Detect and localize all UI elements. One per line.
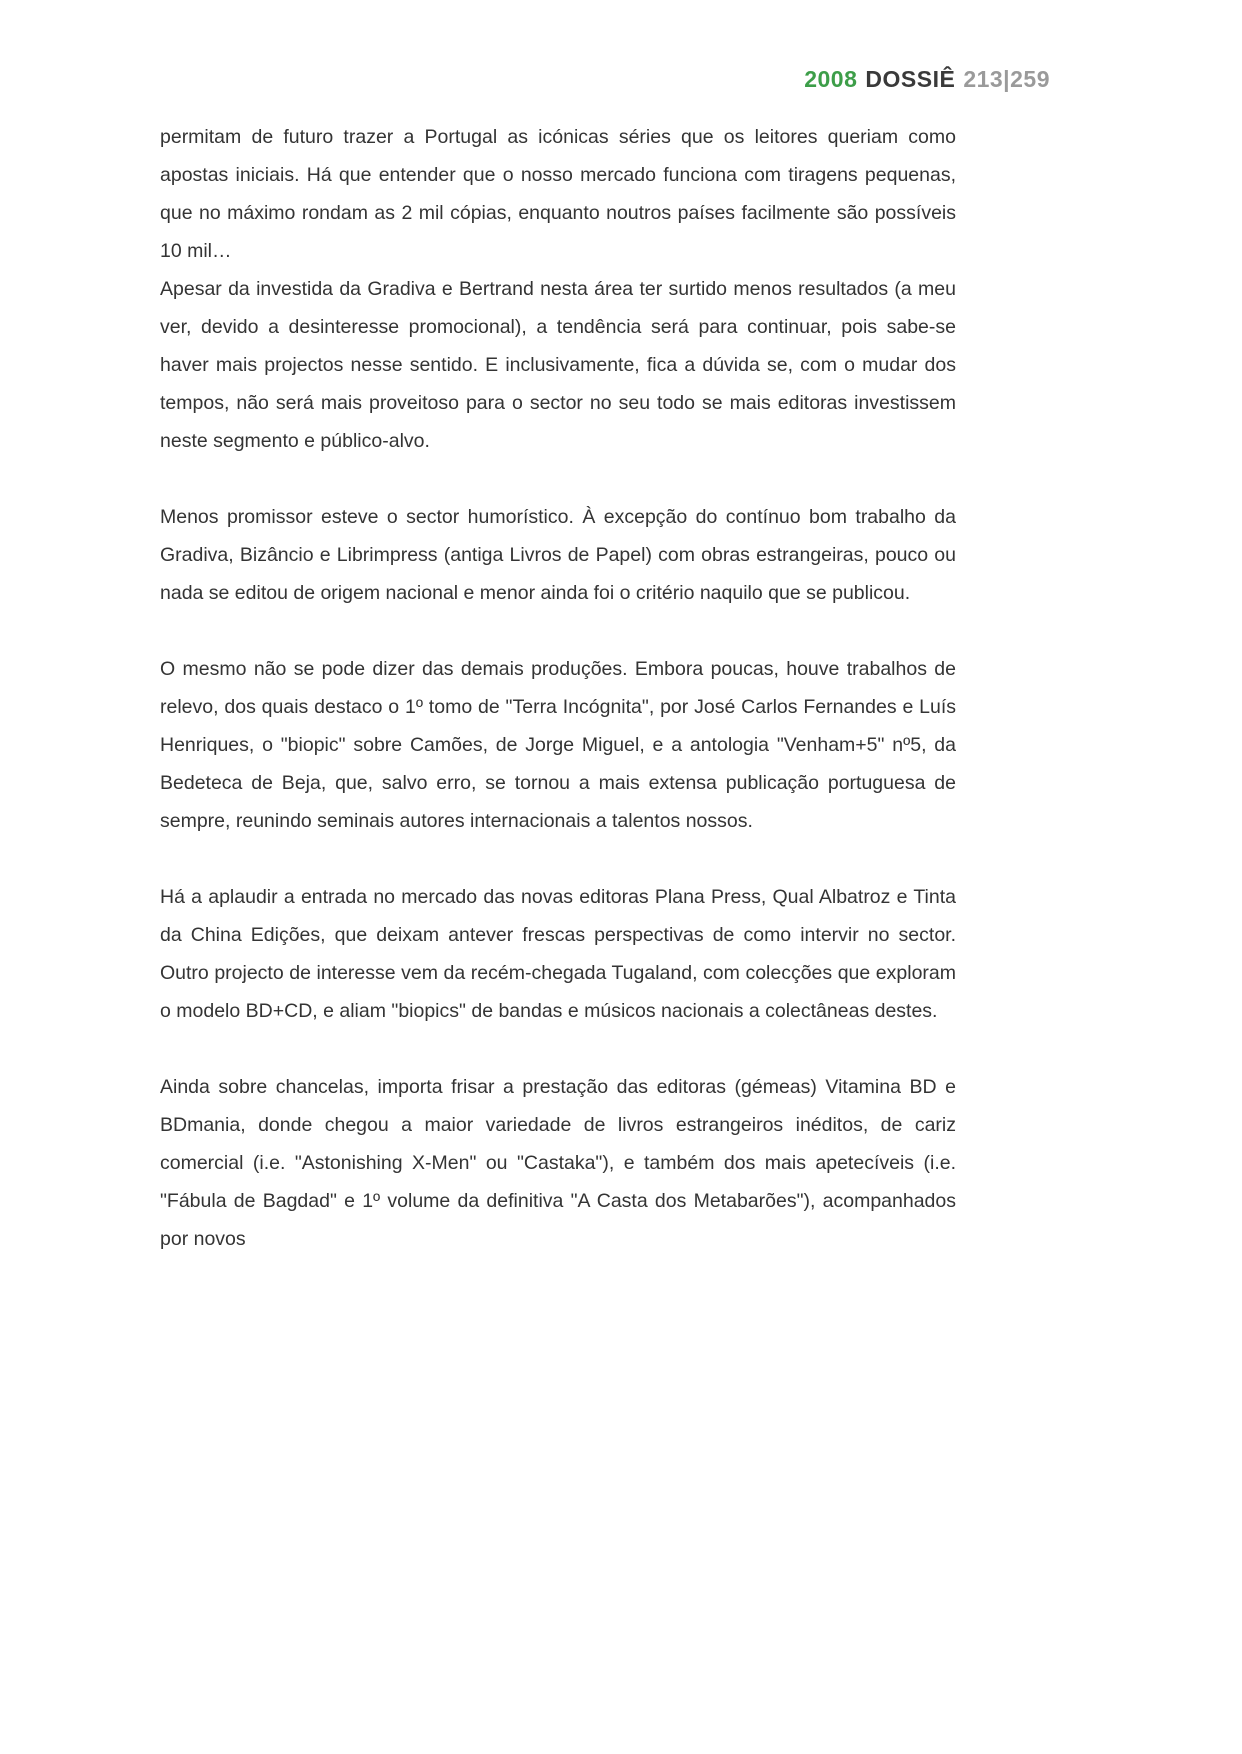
header-title: DOSSIÊ: [865, 66, 956, 92]
header-page-range: 213|259: [963, 66, 1050, 92]
paragraph-gradiva-bertrand: Apesar da investida da Gradiva e Bertrand nesta área ter surtido menos resultados (a meu ver, devido a desinteresse promocional), a tendência será para continuar, pois sabe-se haver mais projectos nesse sentido. E inclusivamente, fica a dúvida se, com o mudar dos tempos, não será mais proveitoso para o sector no seu todo se mais editoras investissem neste segmento e público-alvo.: [160, 278, 956, 452]
paragraph-humor-sector: Menos promissor esteve o sector humorístico. À excepção do contínuo bom trabalho da Gradiva, Bizâncio e Librimpress (antiga Livros de Papel) com obras estrangeiras, pouco ou nada se editou de origem nacional e menor ainda foi o critério naquilo que se publicou.: [160, 506, 956, 604]
paragraph-new-publishers: Há a aplaudir a entrada no mercado das novas editoras Plana Press, Qual Albatroz e Tinta da China Edições, que deixam antever frescas perspectivas de como intervir no sector. Outro projecto de interesse vem da recém-chegada Tugaland, com colecções que exploram o modelo BD+CD, e aliam "biopics" de bandas e músicos nacionais a colectâneas destes.: [160, 886, 956, 1022]
page-header: [804, 66, 1050, 93]
paragraph-market-intro: permitam de futuro trazer a Portugal as icónicas séries que os leitores queriam como apostas iniciais. Há que entender que o nosso mercado funciona com tiragens pequenas, que no máximo rondam as 2 mil cópias, enquanto noutros países facilmente são possíveis 10 mil…: [160, 126, 956, 262]
document-body: [160, 118, 956, 1258]
paragraph-notable-works: O mesmo não se pode dizer das demais produções. Embora poucas, houve trabalhos de relevo, dos quais destaco o 1º tomo de "Terra Incógnita", por José Carlos Fernandes e Luís Henriques, o "biopic" sobre Camões, de Jorge Miguel, e a antologia "Venham+5" nº5, da Bedeteca de Beja, que, salvo erro, se tornou a mais extensa publicação portuguesa de sempre, reunindo seminais autores internacionais a talentos nossos.: [160, 658, 956, 832]
header-year: 2008: [804, 66, 858, 92]
paragraph-vitamina-bdmania: Ainda sobre chancelas, importa frisar a prestação das editoras (gémeas) Vitamina BD e BDmania, donde chegou a maior variedade de livros estrangeiros inéditos, de cariz comercial (i.e. "Astonishing X-Men" ou "Castaka"), e também dos mais apetecíveis (i.e. "Fábula de Bagdad" e 1º volume da definitiva "A Casta dos Metabarões"), acompanhados por novos: [160, 1076, 956, 1250]
